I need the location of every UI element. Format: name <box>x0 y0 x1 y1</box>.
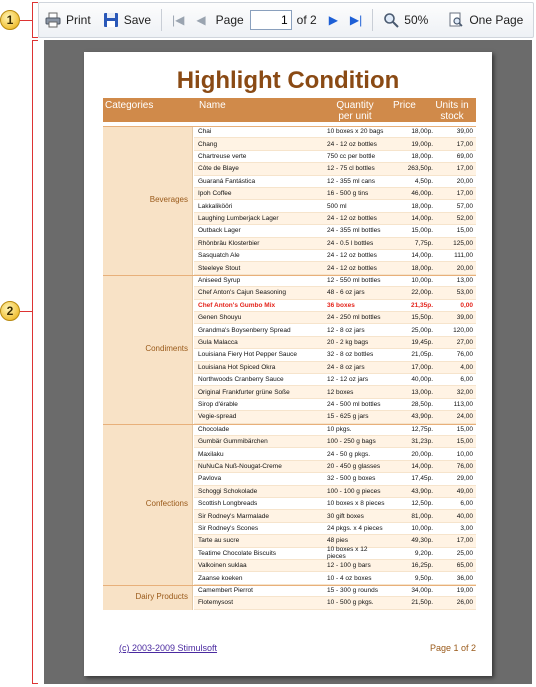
cell-name: Lakkalikööri <box>198 202 233 210</box>
cell-stock: 17,00 <box>456 140 473 148</box>
cell-name: Gumbär Gummibärchen <box>198 438 268 446</box>
cell-stock: 113,00 <box>453 400 473 408</box>
cell-name: Scottish Longbreads <box>198 500 258 508</box>
cell-stock: 69,00 <box>456 152 473 160</box>
first-page-button[interactable] <box>166 3 190 37</box>
cell-quantity: 10 boxes x 8 pieces <box>327 500 385 508</box>
cell-name: Sasquatch Ale <box>198 252 240 260</box>
cell-stock: 125,00 <box>453 239 473 247</box>
cell-name: Maxilaku <box>198 450 224 458</box>
cell-stock: 15,00 <box>456 227 473 235</box>
cell-price: 49,30р. <box>411 537 433 545</box>
table-row <box>194 262 476 274</box>
cell-price: 263,50р. <box>407 165 433 173</box>
category-label: Confections <box>145 499 188 509</box>
cell-stock: 29,00 <box>456 475 473 483</box>
table-row <box>194 200 476 212</box>
cell-stock: 17,00 <box>456 537 473 545</box>
cell-price: 17,45р. <box>411 475 433 483</box>
print-label: Print <box>66 13 91 27</box>
cell-stock: 27,00 <box>456 338 473 346</box>
cell-name: Rhönbräu Klosterbier <box>198 239 260 247</box>
cell-price: 13,00р. <box>411 388 433 396</box>
zoom-button[interactable] <box>377 3 434 37</box>
cell-price: 31,23р. <box>411 438 433 446</box>
cell-name: Aniseed Syrup <box>198 276 241 284</box>
cell-quantity: 24 - 50 g pkgs. <box>327 450 370 458</box>
cell-stock: 40,00 <box>456 512 473 520</box>
printer-icon <box>45 12 61 28</box>
callout-badge-1: 1 <box>0 10 20 30</box>
cell-quantity: 24 - 12 oz bottles <box>327 252 377 260</box>
cell-price: 18,00р. <box>411 152 433 160</box>
cell-quantity: 24 - 12 oz bottles <box>327 264 377 272</box>
table-row <box>194 138 476 150</box>
table-row <box>194 300 476 312</box>
cell-price: 21,05р. <box>411 351 433 359</box>
cell-stock: 0,00 <box>460 301 473 309</box>
header-categories: Categories <box>105 100 154 111</box>
cell-price: 4,50р. <box>414 177 433 185</box>
table-row <box>194 498 476 510</box>
category-separator <box>103 126 476 127</box>
next-page-icon: ▶ <box>328 13 338 27</box>
toolbar-separator <box>161 9 162 31</box>
category-label: Beverages <box>149 195 188 205</box>
cell-name: Louisiana Hot Spiced Okra <box>198 363 276 371</box>
cell-price: 46,00р. <box>411 190 433 198</box>
table-row <box>194 151 476 163</box>
cell-name: Vegie-spread <box>198 413 237 421</box>
cell-quantity: 15 - 300 g rounds <box>327 586 378 594</box>
category-separator <box>103 275 476 276</box>
table-row <box>194 386 476 398</box>
table-row <box>194 349 476 361</box>
callout-bracket-2 <box>32 40 33 684</box>
previous-page-icon: ◀ <box>196 13 206 27</box>
cell-stock: 4,00 <box>460 363 473 371</box>
cell-quantity: 24 - 8 oz jars <box>327 363 365 371</box>
cell-quantity: 10 boxes x 20 bags <box>327 128 384 136</box>
cell-price: 14,00р. <box>411 214 433 222</box>
cell-price: 17,00р. <box>411 363 433 371</box>
cell-stock: 17,00 <box>456 165 473 173</box>
cell-price: 19,45р. <box>411 338 433 346</box>
cell-price: 19,00р. <box>411 140 433 148</box>
cell-name: Guaraná Fantástica <box>198 177 256 185</box>
cell-quantity: 12 - 355 ml cans <box>327 177 376 185</box>
cell-stock: 36,00 <box>456 574 473 582</box>
cell-quantity: 24 - 12 oz bottles <box>327 214 377 222</box>
cell-price: 15,00р. <box>411 227 433 235</box>
cell-quantity: 24 pkgs. x 4 pieces <box>327 524 383 532</box>
cell-quantity: 24 - 0.5 l bottles <box>327 239 374 247</box>
cell-name: Zaanse koeken <box>198 574 243 582</box>
cell-quantity: 24 - 250 ml bottles <box>327 314 381 322</box>
cell-stock: 15,00 <box>456 425 473 433</box>
cell-price: 21,35р. <box>410 301 433 309</box>
table-row <box>194 238 476 250</box>
cell-stock: 15,00 <box>456 438 473 446</box>
table-row <box>194 510 476 522</box>
header-quantity: Quantity per unit <box>336 100 374 122</box>
cell-price: 9,50р. <box>414 574 433 582</box>
report-viewer-area[interactable] <box>44 40 532 684</box>
table-row <box>194 188 476 200</box>
table-row <box>194 424 476 436</box>
page-number-input[interactable] <box>250 10 292 30</box>
cell-price: 10,00р. <box>411 276 433 284</box>
cell-name: Chang <box>198 140 218 148</box>
save-label: Save <box>123 13 152 27</box>
cell-name: Schoggi Schokolade <box>198 487 258 495</box>
cell-stock: 17,00 <box>456 190 473 198</box>
table-row <box>194 312 476 324</box>
cell-price: 40,00р. <box>411 376 433 384</box>
callout-badge-2: 2 <box>0 301 20 321</box>
page-label: Page <box>215 13 244 27</box>
cell-quantity: 10 - 4 oz boxes <box>327 574 372 582</box>
cell-stock: 3,00 <box>460 524 473 532</box>
cell-price: 43,90р. <box>411 487 433 495</box>
cell-quantity: 24 - 355 ml bottles <box>327 227 381 235</box>
first-page-icon: |◀ <box>172 13 185 27</box>
table-row <box>194 324 476 336</box>
cell-quantity: 32 - 500 g boxes <box>327 475 376 483</box>
cell-stock: 19,00 <box>456 586 473 594</box>
category-band <box>103 275 193 424</box>
cell-stock: 6,00 <box>460 500 473 508</box>
cell-name: Chartreuse verte <box>198 152 247 160</box>
cell-name: Teatime Chocolate Biscuits <box>198 549 277 557</box>
cell-price: 12,50р. <box>411 500 433 508</box>
cell-price: 14,00р. <box>411 252 433 260</box>
callout-tick-2-bottom <box>32 683 38 684</box>
cell-stock: 53,00 <box>456 289 473 297</box>
cell-name: Outback Lager <box>198 227 241 235</box>
cell-name: Tarte au sucre <box>198 537 240 545</box>
previous-page-button[interactable] <box>190 3 211 37</box>
cell-name: Côte de Blaye <box>198 165 239 173</box>
cell-quantity: 36 boxes <box>327 301 355 309</box>
page-magnifier-icon <box>448 12 464 28</box>
cell-name: Gula Malacca <box>198 338 238 346</box>
table-row <box>194 548 476 560</box>
report-title: Highlight Condition <box>176 67 400 94</box>
cell-stock: 76,00 <box>456 462 473 470</box>
cell-quantity: 48 pies <box>327 537 348 545</box>
table-row <box>194 250 476 262</box>
last-page-button[interactable] <box>344 3 368 37</box>
cell-price: 22,00р. <box>411 289 433 297</box>
print-button[interactable] <box>39 3 97 37</box>
cell-price: 10,00р. <box>411 524 433 532</box>
cell-price: 7,75р. <box>414 239 433 247</box>
zoom-label: 50% <box>404 13 429 27</box>
cell-name: Valkoinen suklaa <box>198 562 247 570</box>
cell-quantity: 12 - 8 oz jars <box>327 326 365 334</box>
cell-quantity: 30 gift boxes <box>327 512 364 520</box>
magnifier-icon <box>383 12 399 28</box>
copyright-link[interactable]: (c) 2003-2009 Stimulsoft <box>119 643 218 653</box>
cell-name: Chai <box>198 128 212 136</box>
table-row <box>194 523 476 535</box>
table-row <box>194 597 476 609</box>
cell-name: Pavlova <box>198 475 222 483</box>
table-row <box>194 399 476 411</box>
cell-quantity: 20 - 2 kg bags <box>327 338 369 346</box>
cell-price: 12,75р. <box>411 425 433 433</box>
cell-price: 9,20р. <box>414 549 433 557</box>
viewer-toolbar <box>38 2 534 38</box>
cell-quantity: 24 - 12 oz bottles <box>327 140 377 148</box>
cell-quantity: 16 - 500 g tins <box>327 190 369 198</box>
page-count-label: of 2 <box>296 13 317 27</box>
cell-quantity: 12 - 75 cl bottles <box>327 165 375 173</box>
table-row <box>194 362 476 374</box>
cell-stock: 13,00 <box>456 276 473 284</box>
last-page-icon: ▶| <box>349 13 363 27</box>
table-row <box>194 176 476 188</box>
save-button[interactable] <box>97 3 157 37</box>
cell-quantity: 12 - 550 ml bottles <box>327 276 381 284</box>
category-label: Dairy Products <box>135 592 188 602</box>
cell-stock: 39,00 <box>456 314 473 322</box>
one-page-button[interactable] <box>442 3 529 37</box>
cell-quantity: 12 boxes <box>327 388 354 396</box>
cell-price: 15,50р. <box>411 314 433 322</box>
report-page <box>84 52 492 676</box>
cell-name: Camembert Pierrot <box>198 586 253 594</box>
cell-stock: 57,00 <box>456 202 473 210</box>
cell-price: 25,00р. <box>411 326 433 334</box>
cell-name: Flotemysost <box>198 599 234 607</box>
category-separator <box>103 424 476 425</box>
toolbar-separator <box>372 9 373 31</box>
cell-quantity: 100 - 250 g bags <box>327 438 376 446</box>
page-indicator: Page 1 of 2 <box>429 643 476 653</box>
cell-stock: 49,00 <box>456 487 473 495</box>
cell-name: Laughing Lumberjack Lager <box>198 214 279 222</box>
table-row <box>194 337 476 349</box>
cell-price: 21,50р. <box>411 599 433 607</box>
category-band <box>103 585 193 610</box>
floppy-disk-icon <box>103 12 119 28</box>
cell-price: 34,00р. <box>411 586 433 594</box>
cell-stock: 20,00 <box>456 177 473 185</box>
table-row <box>194 461 476 473</box>
cell-quantity: 500 ml <box>327 202 347 210</box>
callout-tick-1-bottom <box>32 37 38 38</box>
cell-name: Sir Rodney's Marmalade <box>198 512 269 520</box>
header-name: Name <box>199 100 226 111</box>
cell-price: 14,00р. <box>411 462 433 470</box>
cell-name: Original Frankfurter grüne Soße <box>198 388 290 396</box>
cell-stock: 25,00 <box>456 549 473 557</box>
cell-price: 43,90р. <box>411 413 433 421</box>
cell-stock: 26,00 <box>456 599 473 607</box>
category-label: Condiments <box>145 344 188 354</box>
cell-name: Genen Shouyu <box>198 314 242 322</box>
cell-stock: 111,00 <box>454 252 473 260</box>
cell-quantity: 15 - 625 g jars <box>327 413 369 421</box>
cell-stock: 24,00 <box>456 413 473 421</box>
cell-quantity: 10 pkgs. <box>327 425 352 433</box>
category-band <box>103 126 193 275</box>
next-page-button[interactable] <box>323 3 344 37</box>
cell-quantity: 20 - 450 g glasses <box>327 462 381 470</box>
cell-price: 81,00р. <box>411 512 433 520</box>
category-separator <box>103 585 476 586</box>
table-row <box>194 411 476 423</box>
table-row <box>194 473 476 485</box>
table-row <box>194 436 476 448</box>
cell-stock: 65,00 <box>456 562 473 570</box>
table-row <box>194 275 476 287</box>
table-row <box>194 560 476 572</box>
cell-stock: 120,00 <box>453 326 473 334</box>
table-row <box>194 448 476 460</box>
cell-quantity: 750 cc per bottle <box>327 152 376 160</box>
table-row <box>194 213 476 225</box>
cell-name: NuNuCa Nuß-Nougat-Creme <box>198 462 282 470</box>
cell-name: Steeleye Stout <box>198 264 241 272</box>
cell-name: Ipoh Coffee <box>198 190 232 198</box>
cell-price: 28,50р. <box>411 400 433 408</box>
callout-tick-2-top <box>32 40 38 41</box>
cell-name: Grandma's Boysenberry Spread <box>198 326 291 334</box>
cell-stock: 20,00 <box>456 264 473 272</box>
callout-bracket-1 <box>32 2 33 38</box>
cell-quantity: 32 - 8 oz bottles <box>327 351 374 359</box>
table-row <box>194 126 476 138</box>
table-row <box>194 287 476 299</box>
cell-name: Chef Anton's Cajun Seasoning <box>198 289 286 297</box>
cell-name: Chef Anton's Gumbo Mix <box>198 301 276 309</box>
table-row <box>194 374 476 386</box>
cell-stock: 76,00 <box>456 351 473 359</box>
cell-quantity: 24 - 500 ml bottles <box>327 400 381 408</box>
table-row <box>194 486 476 498</box>
cell-stock: 10,00 <box>456 450 473 458</box>
table-row <box>194 163 476 175</box>
cell-price: 18,00р. <box>411 128 433 136</box>
category-band <box>103 424 193 585</box>
cell-price: 18,00р. <box>411 264 433 272</box>
one-page-label: One Page <box>469 13 524 27</box>
cell-name: Northwoods Cranberry Sauce <box>198 376 284 384</box>
header-price: Price <box>393 100 416 111</box>
cell-name: Louisiana Fiery Hot Pepper Sauce <box>198 351 298 359</box>
cell-price: 16,25р. <box>411 562 433 570</box>
cell-price: 20,00р. <box>411 450 433 458</box>
cell-quantity: 12 - 100 g bars <box>327 562 371 570</box>
table-row <box>194 572 476 584</box>
cell-quantity: 10 boxes x 12 pieces <box>327 546 368 561</box>
cell-quantity: 12 - 12 oz jars <box>327 376 369 384</box>
cell-name: Sirop d'érable <box>198 400 238 408</box>
cell-name: Sir Rodney's Scones <box>198 524 259 532</box>
cell-stock: 52,00 <box>456 214 473 222</box>
cell-quantity: 10 - 500 g pkgs. <box>327 599 374 607</box>
table-row <box>194 585 476 597</box>
cell-quantity: 48 - 6 oz jars <box>327 289 365 297</box>
table-header <box>103 98 476 122</box>
cell-stock: 32,00 <box>456 388 473 396</box>
cell-price: 18,00р. <box>411 202 433 210</box>
table-row <box>194 225 476 237</box>
cell-stock: 6,00 <box>460 376 473 384</box>
cell-stock: 39,00 <box>456 128 473 136</box>
cell-quantity: 100 - 100 g pieces <box>327 487 381 495</box>
header-stock: Units in stock <box>435 100 469 122</box>
cell-name: Chocolade <box>198 425 230 433</box>
